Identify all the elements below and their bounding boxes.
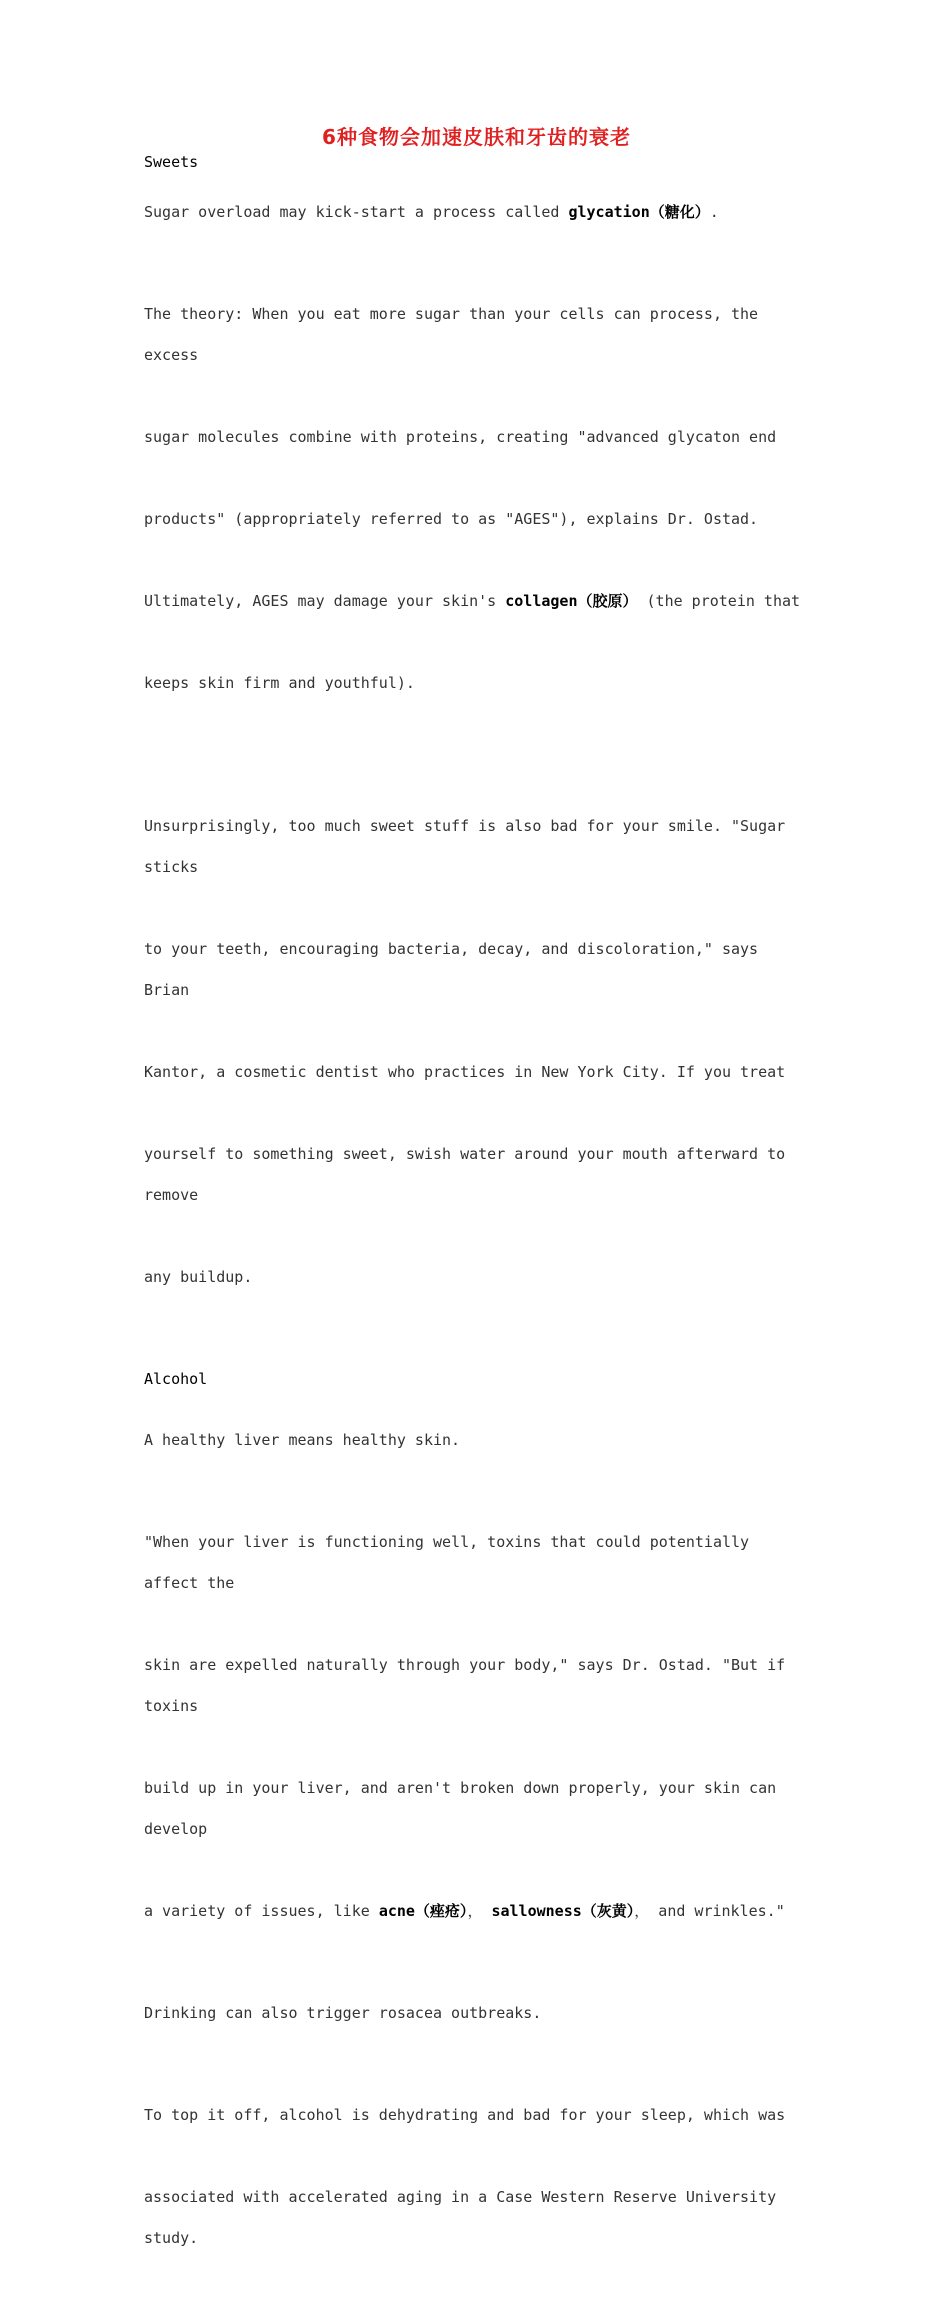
paragraph-line: products" (appropriately referred to as "AGES"), explains Dr. Ostad. [144, 510, 759, 528]
paragraph-line: Kantor, a cosmetic dentist who practices in New York City. If you treat [144, 1063, 786, 1081]
spacer [144, 172, 809, 192]
paragraph-line: The theory: When you eat more sugar than your cells can process, the excess [144, 305, 759, 364]
paragraph-line: Unsurprisingly, too much sweet stuff is also bad for your smile. "Sugar sticks [144, 817, 786, 876]
paragraph-line: keeps skin firm and youthful). [144, 674, 415, 692]
term-glycation: glycation（糖化） [568, 203, 710, 221]
spacer [144, 2034, 809, 2054]
paragraph-line: associated with accelerated aging in a Case Western Reserve University study. [144, 2188, 777, 2247]
paragraph-line: To top it off, alcohol is dehydrating and bad for your sleep, which was [144, 2106, 786, 2124]
paragraph-liver: A healthy liver means healthy skin. [144, 1431, 461, 1449]
heading-text: Alcohol [144, 1370, 208, 1388]
section-heading-sweets: Sweets [144, 153, 199, 171]
spacer [144, 745, 809, 765]
spacer [144, 1339, 809, 1359]
paragraph-glycation [144, 192, 809, 233]
paragraph-line [144, 1891, 809, 1932]
section-heading-alcohol [144, 1359, 809, 1400]
text-span: . [709, 203, 719, 221]
paragraph-line: skin are expelled naturally through your body," says Dr. Ostad. "But if toxins [144, 1656, 786, 1715]
document-body [144, 120, 809, 2300]
paragraph-line: yourself to something sweet, swish water around your mouth afterward to remove [144, 1145, 786, 1204]
document-title: 6种食物会加速皮肤和牙齿的衰老 [322, 125, 631, 149]
spacer [144, 233, 809, 253]
text-span: Sugar overload may kick-start a process called [144, 203, 569, 221]
paragraph-line: to your teeth, encouraging bacteria, decay, and discoloration," says Brian [144, 940, 759, 999]
paragraph-line: any buildup. [144, 1268, 253, 1286]
text-span: ， [467, 1902, 492, 1920]
text-span: Ultimately, AGES may damage your skin's [144, 592, 506, 610]
text-span: a variety of issues, like [144, 1902, 379, 1920]
term-sallowness: sallowness（灰黄） [491, 1902, 635, 1920]
term-acne: acne（痤疮） [378, 1902, 468, 1920]
text-span: ， and wrinkles." [634, 1902, 785, 1920]
spacer [144, 1461, 809, 1481]
paragraph-toxins [144, 1481, 809, 1973]
paragraph-teeth [144, 765, 809, 1339]
paragraph-line: sugar molecules combine with proteins, creating "advanced glycaton end [144, 428, 777, 446]
text-span: (the protein that [637, 592, 801, 610]
spacer [144, 1400, 809, 1420]
paragraph-line: build up in your liver, and aren't broken down properly, your skin can develop [144, 1779, 777, 1838]
paragraph-rosacea: Drinking can also trigger rosacea outbreaks. [144, 2004, 542, 2022]
paragraph-sleep [144, 2054, 809, 2300]
paragraph-line: "When your liver is functioning well, toxins that could potentially affect the [144, 1533, 750, 1592]
paragraph-theory [144, 253, 809, 745]
spacer [144, 1973, 809, 1993]
term-collagen: collagen（胶原） [505, 592, 638, 610]
paragraph-line [144, 581, 809, 622]
